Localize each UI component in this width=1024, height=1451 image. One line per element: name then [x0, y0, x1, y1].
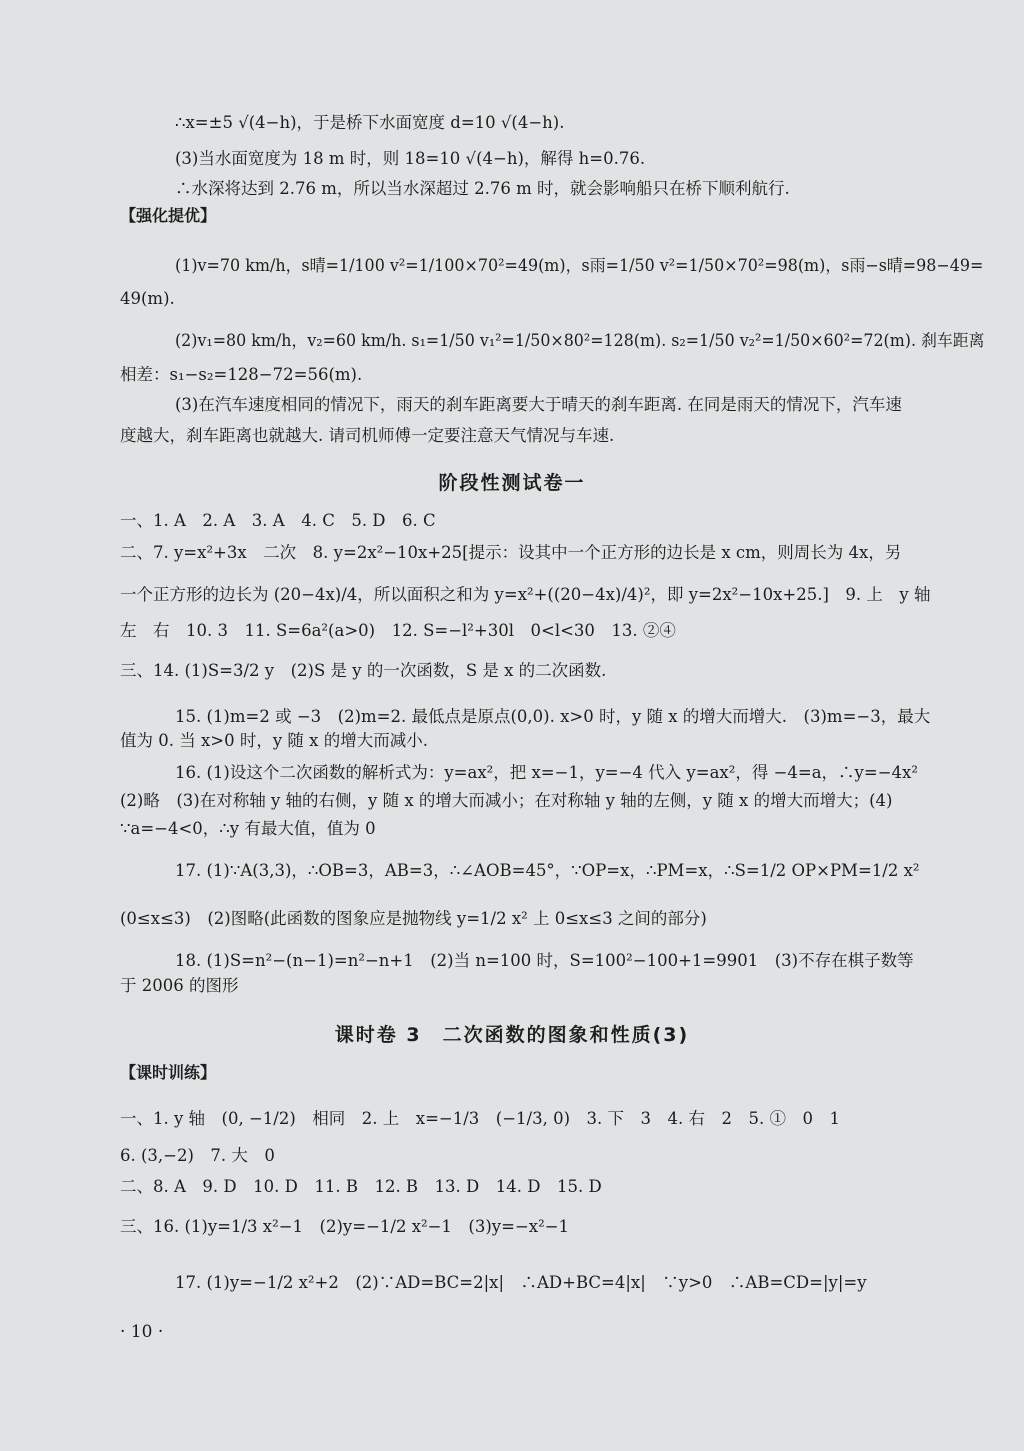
- text-line: 一个正方形的边长为 (20−4x)/4，所以面积之和为 y=x²+((20−4x)/4)²，即 y=2x²−10x+25.] 9. 上 y 轴: [120, 585, 931, 604]
- text-line: 一、1. y 轴 (0, −1/2) 相同 2. 上 x=−1/3 (−1/3, 0) 3. 下 3 4. 右 2 5. ① 0 1: [120, 1109, 840, 1128]
- text-line: 相差：s₁−s₂=128−72=56(m).: [120, 365, 363, 384]
- text-line: 15. (1)m=2 或 −3 (2)m=2. 最低点是原点(0,0). x>0 时，y 随 x 的增大而增大. (3)m=−3，最大: [175, 707, 931, 726]
- text-line: 左 右 10. 3 11. S=6a²(a>0) 12. S=−l²+30l 0<l<30 13. ②④: [120, 621, 676, 640]
- text-line: (3)在汽车速度相同的情况下，雨天的刹车距离要大于晴天的刹车距离. 在同是雨天的情况下，汽车速: [175, 395, 902, 414]
- text-line: 三、14. (1)S=3/2 y (2)S 是 y 的一次函数，S 是 x 的二次函数.: [120, 661, 607, 680]
- section-heading: 【强化提优】: [120, 206, 217, 225]
- text-line: 一、1. A 2. A 3. A 4. C 5. D 6. C: [120, 511, 436, 530]
- text-line: 6. (3,−2) 7. 大 0: [120, 1146, 275, 1165]
- text-line: 于 2006 的图形: [120, 976, 239, 995]
- text-line: 度越大，刹车距离也就越大. 请司机师傅一定要注意天气情况与车速.: [120, 426, 615, 445]
- text-line: (0≤x≤3) (2)图略(此函数的图象应是抛物线 y=1/2 x² 上 0≤x≤3 之间的部分): [120, 909, 707, 928]
- text-line: 二、7. y=x²+3x 二次 8. y=2x²−10x+25[提示：设其中一个正方形的边长是 x cm，则周长为 4x，另: [120, 543, 902, 562]
- text-line: ∴x=±5 √(4−h)，于是桥下水面宽度 d=10 √(4−h).: [175, 113, 565, 132]
- text-line: 16. (1)设这个二次函数的解析式为：y=ax²，把 x=−1，y=−4 代入 y=ax²，得 −4=a，∴y=−4x²: [175, 763, 918, 782]
- text-line: (1)v=70 km/h，s晴=1/100 v²=1/100×70²=49(m)，s雨=1/50 v²=1/50×70²=98(m)，s雨−s晴=98−49=: [175, 256, 984, 275]
- section-title: 阶段性测试卷一: [438, 472, 586, 494]
- text-line: 17. (1)y=−1/2 x²+2 (2)∵AD=BC=2|x| ∴AD+BC=4|x| ∵y>0 ∴AB=CD=|y|=y: [175, 1273, 867, 1292]
- text-line: 17. (1)∵A(3,3)，∴OB=3，AB=3，∴∠AOB=45°，∵OP=x，∴PM=x，∴S=1/2 OP×PM=1/2 x²: [175, 861, 920, 880]
- text-line: 18. (1)S=n²−(n−1)=n²−n+1 (2)当 n=100 时，S=100²−100+1=9901 (3)不存在棋子数等: [175, 951, 914, 970]
- page-number: · 10 ·: [120, 1322, 164, 1342]
- text-line: 值为 0. 当 x>0 时，y 随 x 的增大而减小.: [120, 731, 428, 750]
- text-line: (2)v₁=80 km/h，v₂=60 km/h. s₁=1/50 v₁²=1/50×80²=128(m). s₂=1/50 v₂²=1/50×60²=72(m). 刹车距离: [175, 331, 985, 350]
- text-line: ∴水深将达到 2.76 m，所以当水深超过 2.76 m 时，就会影响船只在桥下顺利航行.: [175, 179, 790, 198]
- text-line: (2)略 (3)在对称轴 y 轴的右侧，y 随 x 的增大而减小；在对称轴 y 轴的左侧，y 随 x 的增大而增大；(4): [120, 791, 893, 810]
- text-line: 二、8. A 9. D 10. D 11. B 12. B 13. D 14. D 15. D: [120, 1177, 602, 1196]
- text-line: ∵a=−4<0，∴y 有最大值，值为 0: [120, 819, 376, 838]
- section-heading: 【课时训练】: [120, 1063, 217, 1082]
- text-line: 三、16. (1)y=1/3 x²−1 (2)y=−1/2 x²−1 (3)y=−x²−1: [120, 1217, 570, 1236]
- text-line: 49(m).: [120, 289, 175, 308]
- section-title: 课时卷 3 二次函数的图象和性质(3): [334, 1024, 690, 1046]
- text-line: (3)当水面宽度为 18 m 时，则 18=10 √(4−h)，解得 h=0.76.: [175, 149, 646, 168]
